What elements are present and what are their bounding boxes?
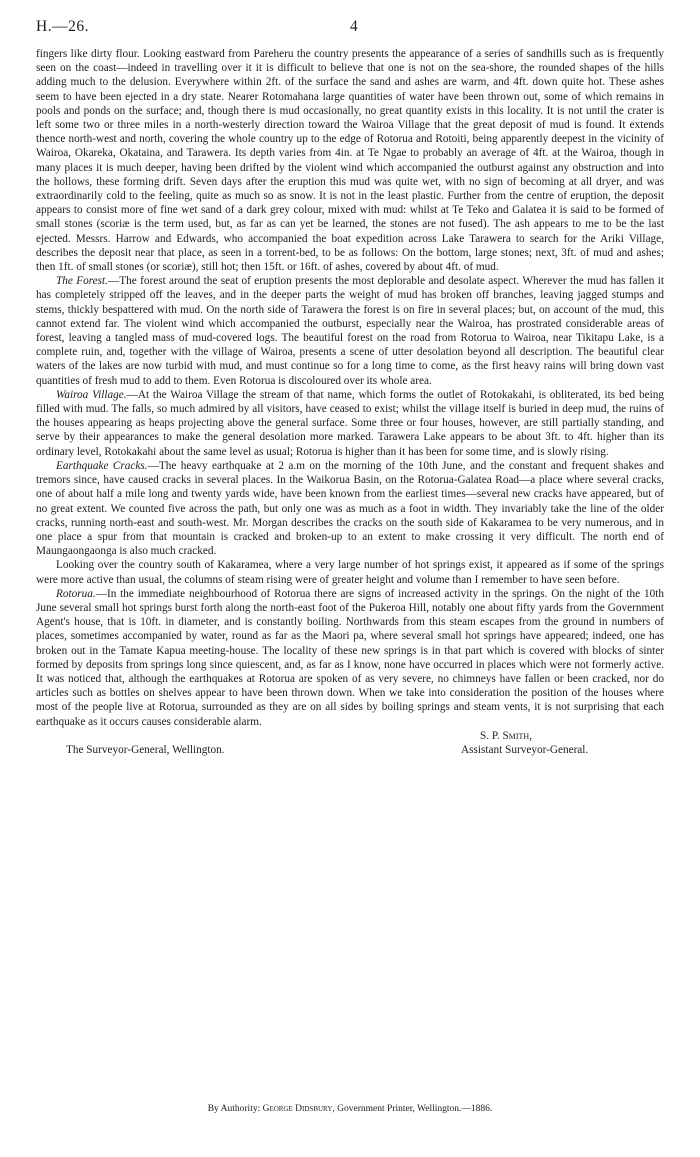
- paragraph-text: Looking over the country south of Kakaramea, where a very large number of hot springs exist, it appeared as if some of the springs were more active than usual, the columns of steam rising were of greater height and volume than I remember to have seen before.: [36, 559, 664, 586]
- paragraph-earthquake-cracks: [36, 459, 664, 558]
- page-header: [36, 18, 664, 40]
- paragraph-text: —The heavy earthquake at 2 a.m on the morning of the 10th June, and the constant and frequent shakes and tremors since, have caused cracks in several places. In the Waikorua Basin, on the Rotorua-Galatea Road—a place where several cracks, one of about half a mile long and twenty yards wide, have been known from the earliest times—several new cracks have appeared, but of no great extent. We counted five across the path, but only one was as much as a foot in width. They invariably take the line of the older cracks, running north-east and south-west. Mr. Morgan describes the cracks on the south side of Kakaramea to be very numerous, and in one place a spur from that mountain is cracked and broken-up to an extent to make crossing it very difficult. The north end of Maungaongaonga is also much cracked.: [36, 459, 665, 558]
- addressee: The Surveyor-General, Wellington.: [66, 743, 225, 756]
- signatory-name: S. P. Smith,: [480, 729, 533, 742]
- paragraph-text: fingers like dirty flour. Looking eastward from Pareheru the country presents the appearance of a series of sandhills such as is frequently seen on the coast—indeed in travelling over it it is difficult to believe that one is not on the sea-shore, the rounded shapes of the hills adding much to the delusion. Everywhere within 2ft. of the surface the sand and ashes are warm, and 4ft. down quite hot. These ashes seem to have been ejected in a dry state. Nearer Rotomahana large quantities of water have been thrown out, some of which remains in pools and ponds on the surface; and, though there is mud occasionally, no great quantity exists in this locality. It is not until the crater is left some two or three miles in a north-westerly direction toward the Wairoa Village that the great deposit of mud is found. It extends thence north-west and north, covering the whole country up to the edge of Rotorua and Rotoiti, being apparently deepest in the vicinity of Wairoa, Okareka, Okataina, and Tarawera. Its depth varies from 4in. at Te Ngae to probably an average of 4ft. at the Wairoa, though in many places it is much deeper, having been drifted by the violent wind which accompanied the outburst against any obstruction and into the hollows, these forming drift. Seven days after the eruption this mud was quite wet, with no sign of becoming at all dryer, and was extraordinarily cold to the feeling, quite as much so as snow. It is not in the least plastic. Further from the centre of eruption, the deposit appears to consist more of fine wet sand of a dark grey colour, mixed with mud: whilst at Te Teko and Galatea it is said to be formed of small stones (scoriæ is the term used, but, as far as can yet be learned, the stones are not fused). The ash appears to me to be the last ejected. Messrs. Harrow and Edwards, who accompanied the boat expedition across Lake Tarawera to search for the Ariki Village, describes the deposit near that place, as seen in a torrent-bed, to be as follows: On the bottom, large stones; next, 3ft. of mud and ashes; then 1ft. of small stones (or scoriæ), still hot; then 15ft. or 16ft. of ashes, covered by about 4ft. of mud.: [36, 48, 664, 274]
- paragraph-text: —At the Wairoa Village the stream of that name, which forms the outlet of Rotokakahi, is obliterated, its bed being filled with mud. The falls, so much admired by all visitors, have ceased to exist; whilst the village itself is buried in deep mud, the ruins of the houses appearing as heaps projecting above the general surface. Some three or four houses, however, are still partially standing, and serve by their appearances to make the general desolation more marked. Tarawera Lake appears to be about 3ft. to 4ft. higher than its ordinary level, Rotokakahi about the same level as usual; Rotorua is higher than it has been for some time, and is slowly rising.: [36, 388, 664, 458]
- imprint-suffix: , Government Printer, Wellington.—1886.: [332, 1104, 493, 1114]
- paragraph-text: —The forest around the seat of eruption presents the most deplorable and desolate aspect. Wherever the mud has fallen it has completely stripped off the leaves, and in the deeper parts the weight of mud has broken off branches, leaving jagged stumps and stems, thickly bespattered with mud. On the north side of Tarawera the forest is on fire in several places; but, on account of the mud, this cannot extend far. The violent wind which accompanied the outburst, especially near the Wairoa, has prostrated considerable areas of forest, leaving a tangled mass of mud-covered logs. The beautiful forest on the road from Rotorua to Wairoa, near Tikitapu Lake, is a complete ruin, and, together with the village of Wairoa, presents a scene of utter desolation beyond all description. The beautiful clear waters of the lakes are now turbid with mud, and must continue so for a long time to come, as the first heavy rains will bring down vast quantities of fresh mud to add to them. Even Rotorua is discoloured over its whole area.: [36, 275, 664, 387]
- paragraph-wairoa-village: [36, 388, 664, 459]
- paragraph-mud-deposit: [36, 47, 664, 274]
- signatory-title: Assistant Surveyor-General.: [461, 743, 589, 756]
- printer-imprint: [0, 1104, 700, 1114]
- section-heading-earthquake-cracks: Earthquake Cracks.: [56, 459, 148, 472]
- document-reference: H.—26.: [36, 18, 89, 35]
- signature-block: [36, 729, 664, 759]
- imprint-printer-name: George Didsbury: [262, 1104, 333, 1114]
- section-heading-rotorua: Rotorua.: [56, 587, 96, 600]
- imprint-prefix: By Authority:: [207, 1104, 263, 1114]
- paragraph-rotorua: [36, 587, 664, 729]
- paragraph-forest: [36, 274, 664, 388]
- paragraph-text: —In the immediate neighbourhood of Rotorua there are signs of increased activity in the springs. On the night of the 10th June several small hot springs burst forth along the north-east foot of the Pukeroa Hill, notably one about fifty yards from the Government Agent's house, that is 10ft. in diameter, and is constantly boiling. Northwards from this steam escapes from the ground in numbers of places, sometimes accompanied by water, round as far as the Maori pa, where several small hot springs have appeared; indeed, one has broken out in the Tamate Kapua meeting-house. The locality of these new springs is in that part which is covered with blocks of sinter formed by deposits from springs long since quiescent, and, as far as I know, none have occurred in places which were not formerly active. It was noticed that, although the earthquakes at Rotorua are spoken of as very severe, no chimneys have fallen or been cracked, nor do articles such as bottles on shelves appear to have been thrown down. When we take into consideration the position of the houses where most of the people live at Rotorua, surrounded as they are on all sides by boiling springs and steam vents, it is not surprising that each earthquake as it occurs causes considerable alarm.: [36, 587, 664, 728]
- section-heading-wairoa-village: Wairoa Village.: [56, 388, 127, 401]
- report-body: [36, 47, 664, 759]
- page-number: 4: [350, 18, 358, 35]
- section-heading-forest: The Forest.: [56, 275, 108, 288]
- paragraph-hot-springs: [36, 558, 664, 586]
